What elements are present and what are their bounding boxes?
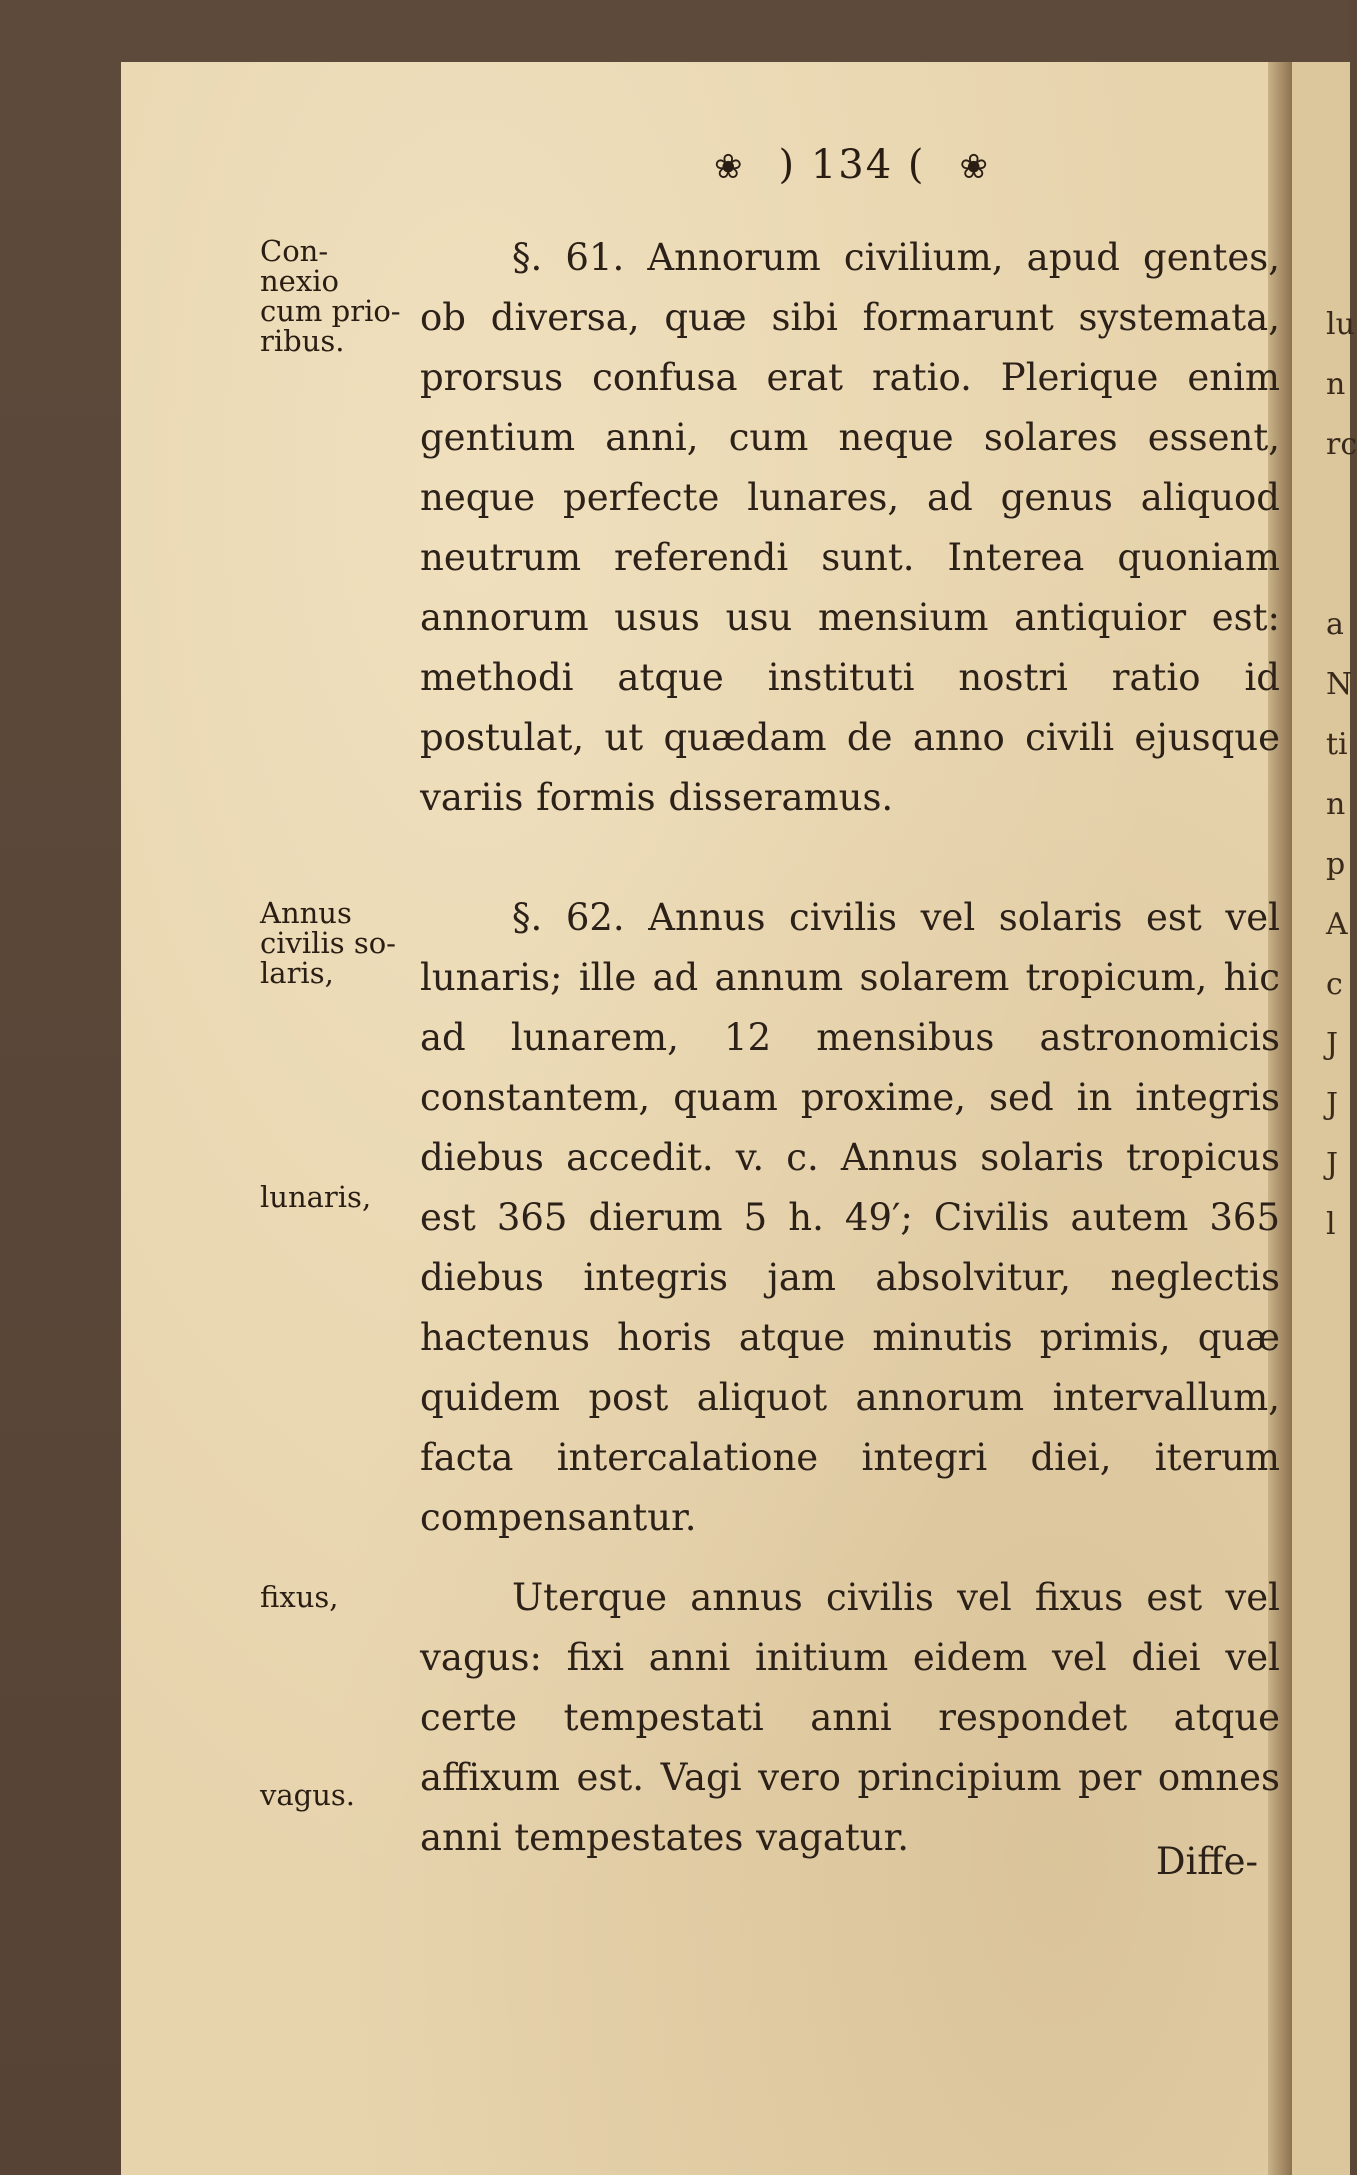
margin-note-annus-civilis: Annus civilis so- laris,: [260, 896, 396, 990]
page-number: ) 134 (: [778, 142, 926, 188]
paragraph-61: §. 61. Annorum civilium, apud gentes, ob diversa, quæ sibi formarunt systemata, prorsus confusa erat ratio. Plerique enim gentium anni, cum neque solares essent, neque perfecte lunares, ad genus aliquod neutrum referendi sunt. Interea quoniam annorum usus usu mensium antiquior est: methodi atque instituti nostri ratio id postulat, ut quædam de anno civili ejusque variis formis disseramus.: [420, 236, 1280, 819]
next-page-fragment: n: [1326, 367, 1346, 402]
next-page-strip: [1292, 62, 1357, 2175]
margin-note-fixus: fixus,: [260, 1580, 339, 1614]
next-page-fragment: a: [1326, 607, 1344, 642]
next-page-fragment: c: [1326, 967, 1343, 1002]
next-page-fragment: J: [1326, 1087, 1339, 1122]
paragraph-62: §. 62. Annus civilis vel solaris est vel lunaris; ille ad annum solarem tropicum, hic ad lunarem, 12 mensibus astronomicis constantem, quam proxime, sed in integris diebus accedit. v. c. Annus solaris tropicus est 365 dierum 5 h. 49′; Civilis autem 365 diebus integris jam absolvitur, neglectis hactenus horis atque minutis primis, quæ quidem post aliquot annorum intervallum, facta intercalatione integri diei, iterum compensantur.: [420, 896, 1280, 1539]
next-page-fragment: p: [1326, 847, 1346, 882]
next-page-fragment: J: [1326, 1027, 1339, 1062]
flower-ornament-icon: ❀: [714, 147, 745, 187]
next-page-fragment: n: [1326, 787, 1346, 822]
margin-note-connexio: Con- nexio cum prio- ribus.: [260, 234, 401, 358]
next-page-fragment: J: [1326, 1147, 1339, 1182]
paragraph-uterque: Uterque annus civilis vel fixus est vel vagus: fixi anni initium eidem vel diei vel certe tempestati anni respondet atque affixum est. Vagi vero principium per omnes anni tempestates vagatur.: [420, 1576, 1280, 1859]
next-page-fragment: l: [1326, 1207, 1336, 1242]
next-page-fragment: A: [1326, 907, 1348, 942]
flower-ornament-icon: ❀: [959, 147, 990, 187]
next-page-fragment: lu: [1326, 307, 1355, 342]
next-page-fragment: ti: [1326, 727, 1348, 762]
next-page-fragment: rc: [1326, 427, 1357, 462]
catchword: Diffe-: [1155, 1840, 1258, 1883]
page-header: [680, 142, 1024, 188]
margin-note-vagus: vagus.: [260, 1778, 356, 1812]
next-page-fragment: N: [1326, 667, 1353, 702]
margin-note-lunaris: lunaris,: [260, 1180, 372, 1214]
